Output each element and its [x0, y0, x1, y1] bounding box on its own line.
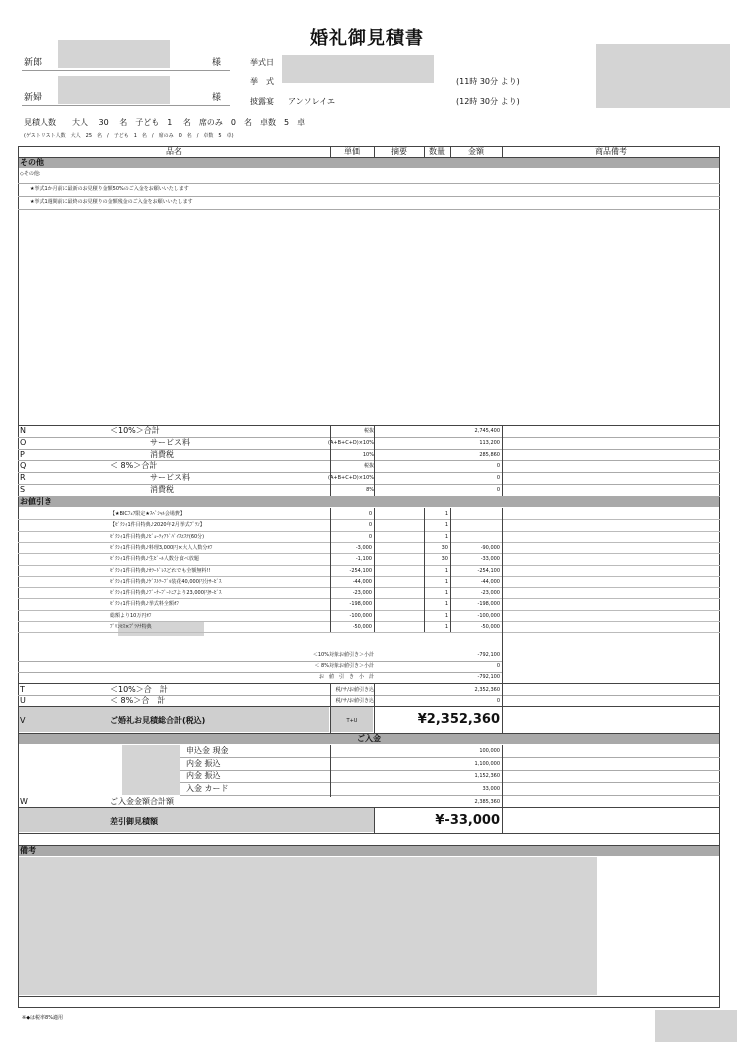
discount-sub-amount: -792,100 [477, 674, 500, 680]
totals-amount: 0 [496, 463, 500, 469]
payment-row-label: 入金 カード [186, 784, 229, 793]
diff-label: 差引御見積額 [110, 817, 158, 826]
col-unit-price: 単価 [344, 147, 360, 156]
totals-label: サービス料 [150, 438, 190, 447]
total-code: V [20, 716, 26, 725]
totals-label: ＜ 8%＞合計 [110, 461, 158, 470]
grand-unit: 税/サ/お値引き込 [335, 698, 374, 704]
total-formula: T+U [346, 718, 358, 724]
total-amount: ¥2,352,360 [417, 712, 500, 727]
discount-item-unit: -44,000 [352, 579, 372, 585]
totals-unit: 税抜 [363, 428, 374, 434]
discount-item-unit: -1,100 [355, 556, 372, 562]
document-title: 婚礼御見積書 [310, 28, 424, 49]
other-label: ◇その他: [20, 171, 41, 177]
payment-row-amount: 33,000 [482, 786, 500, 792]
totals-unit: (A+B+C+D)×10% [328, 440, 374, 446]
totals-amount: 285,860 [479, 452, 500, 458]
ceremony-label: 挙 式 [250, 77, 274, 86]
discount-sub10-amount: -792,100 [477, 652, 500, 658]
discount-item-unit: 0 [368, 522, 372, 528]
discount-item-name: ｾﾞｸｼｨ1件目特典♪挙式料全額ｵﾌ [110, 601, 179, 607]
payment-section-title: ご入金 [357, 734, 381, 743]
discount-item-name: ｾﾞｸｼｨ1件目特典♪生ﾋﾞｰﾙ人数分食べ放題 [110, 556, 199, 562]
discount-section-title: お値引き [20, 497, 52, 506]
reception-label: 披露宴 [250, 97, 274, 106]
discount-item-qty: 30 [441, 545, 448, 551]
payment-name-redacted [122, 745, 180, 795]
totals-amount: 0 [496, 475, 500, 481]
discount-item-qty: 1 [444, 624, 448, 630]
discount-item-unit: -254,100 [349, 568, 372, 574]
discount-item-name: 【★BICﾌｪｱ限定★ｽﾍﾟｼｬﾙ会場費】 [110, 511, 185, 517]
grand-code: T [20, 685, 25, 694]
totals-amount: 0 [496, 487, 500, 493]
reception-venue: アンソレイエ [288, 97, 335, 106]
discount-item-qty: 1 [444, 568, 448, 574]
bride-label: 新婦 [24, 93, 43, 103]
totals-code: O [20, 438, 27, 447]
discount-item-name: ｾﾞｸｼｨ1件目特典♪ﾋﾞｭｰﾃｨｱﾄﾞﾊﾞｲｽｴｽﾃ(60分) [110, 534, 205, 540]
discount-sub8-amount: 0 [496, 663, 500, 669]
totals-code: Q [20, 461, 27, 470]
payment-total-label: ご入金金額合計額 [110, 797, 174, 806]
col-notes: 商品備考 [595, 147, 627, 156]
totals-code: P [20, 450, 25, 459]
totals-code: S [20, 485, 26, 494]
payment-row-label: 内金 振込 [186, 771, 221, 780]
discount-item-name: ｾﾞｸｼｨ1件目特典♪ﾌﾞｰﾅｰﾌﾞｰﾄﾆｱより23,000円ｻｰﾋﾞｽ [110, 590, 222, 596]
totals-label: サービス料 [150, 473, 190, 482]
discount-item-qty: 1 [444, 601, 448, 607]
ceremony-time: (11時 30分 より) [456, 77, 520, 86]
totals-unit: (A+B+C+D)×10% [328, 475, 374, 481]
ceremony-date-redacted [282, 55, 434, 83]
discount-item-amount: -254,100 [477, 568, 500, 574]
totals-unit: 10% [362, 452, 374, 458]
grand-amount: 2,352,360 [474, 687, 500, 693]
discount-item-amount: -44,000 [480, 579, 500, 585]
footer-note: ※◆は税率8%適用 [22, 1015, 63, 1021]
other-section-title: その他 [20, 158, 44, 167]
discount-item-name: ｾﾞｸｼｨ1件目特典♪料理3,000円×大人人数分ｵﾌ [110, 545, 213, 551]
discount-item-name: ｾﾞｸｼｨ1件目特典♪ｶﾗｰﾄﾞﾚｽどれでも全額無料!! [110, 568, 211, 574]
grand-code: U [20, 696, 26, 705]
discount-item-name: 【ｾﾞｸｼｨ1件目特典♪2020年2月挙式ﾌﾟﾗﾝ】 [110, 522, 205, 528]
discount-item-unit: -100,000 [349, 613, 372, 619]
discount-sub10-label: ＜10%対象お値引き＞小計 [312, 652, 374, 658]
payment-row-amount: 1,100,000 [474, 761, 500, 767]
reception-time: (12時 30分 より) [456, 97, 520, 106]
discount-item-unit: -3,000 [355, 545, 372, 551]
discount-item-amount: -100,000 [477, 613, 500, 619]
discount-item-amount: -90,000 [480, 545, 500, 551]
remarks-redacted [19, 857, 597, 995]
totals-label: ＜10%＞合計 [110, 426, 160, 435]
ceremony-date-label: 挙式日 [250, 58, 274, 67]
bride-name-redacted [58, 76, 170, 104]
discount-item-name: 総額より10万円ｵﾌ [110, 613, 152, 619]
totals-amount: 2,745,400 [474, 428, 500, 434]
totals-code: R [20, 473, 26, 482]
totals-code: N [20, 426, 26, 435]
discount-sub-label: お 値 引 き 小 計 [318, 674, 374, 680]
discount-item-amount: -50,000 [480, 624, 500, 630]
discount-item-qty: 1 [444, 579, 448, 585]
discount-item-amount: -33,000 [480, 556, 500, 562]
discount-item-unit: 0 [368, 511, 372, 517]
totals-label: 消費税 [150, 450, 174, 459]
bride-sama: 様 [212, 93, 222, 103]
discount-item-name: ﾌﾟﾘﾝｾｽ×ﾌﾟﾗﾁﾅ特典 [110, 624, 152, 630]
other-note-2: ★挙式1週間前に最終のお見積りの金額残金のご入金をお願いいたします [30, 199, 193, 205]
totals-amount: 113,200 [479, 440, 500, 446]
discount-item-amount: -23,000 [480, 590, 500, 596]
payment-row-amount: 1,152,360 [474, 773, 500, 779]
grand-label: ＜10%＞合 計 [110, 685, 168, 694]
payment-row-label: 内金 振込 [186, 759, 221, 768]
groom-label: 新郎 [24, 58, 43, 68]
discount-item-name: ｾﾞｸｼｨ1件目特典♪ｹﾞｽﾄﾃｰﾌﾞﾙ装花40,000円分ｻｰﾋﾞｽ [110, 579, 222, 585]
discount-item-unit: -198,000 [349, 601, 372, 607]
discount-item-qty: 1 [444, 613, 448, 619]
col-summary: 摘要 [391, 147, 407, 156]
payment-row-label: 申込金 現金 [186, 746, 229, 755]
discount-item-qty: 1 [444, 534, 448, 540]
grand-label: ＜ 8%＞合 計 [110, 696, 166, 705]
totals-unit: 税抜 [363, 463, 374, 469]
grand-amount: 0 [496, 698, 500, 704]
remarks-section-title: 備考 [20, 846, 36, 855]
col-qty: 数量 [429, 147, 445, 156]
col-item: 品名 [166, 147, 182, 156]
diff-amount: ¥-33,000 [435, 813, 500, 828]
discount-item-qty: 30 [441, 556, 448, 562]
headcount-line: 見積人数 大人 30 名 子ども 1 名 席のみ 0 名 卓数 5 卓 [24, 118, 306, 127]
payment-total-amount: 2,385,360 [474, 799, 500, 805]
footer-stamp-redacted [655, 1010, 737, 1042]
logo-redacted [596, 44, 730, 108]
other-note-1: ★挙式1か月前に最新のお見積り金額50%のご入金をお願いいたします [30, 186, 189, 192]
discount-sub8-label: ＜ 8%対象お値引き＞小計 [314, 663, 374, 669]
discount-item-unit: -23,000 [352, 590, 372, 596]
payment-row-amount: 100,000 [479, 748, 500, 754]
discount-item-amount: -198,000 [477, 601, 500, 607]
discount-item-unit: 0 [368, 534, 372, 540]
totals-label: 消費税 [150, 485, 174, 494]
groom-sama: 様 [212, 58, 222, 68]
discount-item-unit: -50,000 [352, 624, 372, 630]
discount-item-qty: 1 [444, 590, 448, 596]
total-label: ご婚礼お見積総合計(税込) [110, 716, 206, 725]
grand-unit: 税/サ/お値引き込 [335, 687, 374, 693]
groom-name-redacted [58, 40, 170, 68]
discount-item-qty: 1 [444, 522, 448, 528]
guestlist-line: (ゲストリスト人数 大人 25 名 / 子ども 1 名 / 席のみ 0 名 / 卓数 5 卓) [24, 133, 234, 139]
col-amount: 金額 [468, 147, 484, 156]
totals-unit: 8% [366, 487, 374, 493]
payment-total-code: W [20, 797, 28, 806]
discount-item-qty: 1 [444, 511, 448, 517]
